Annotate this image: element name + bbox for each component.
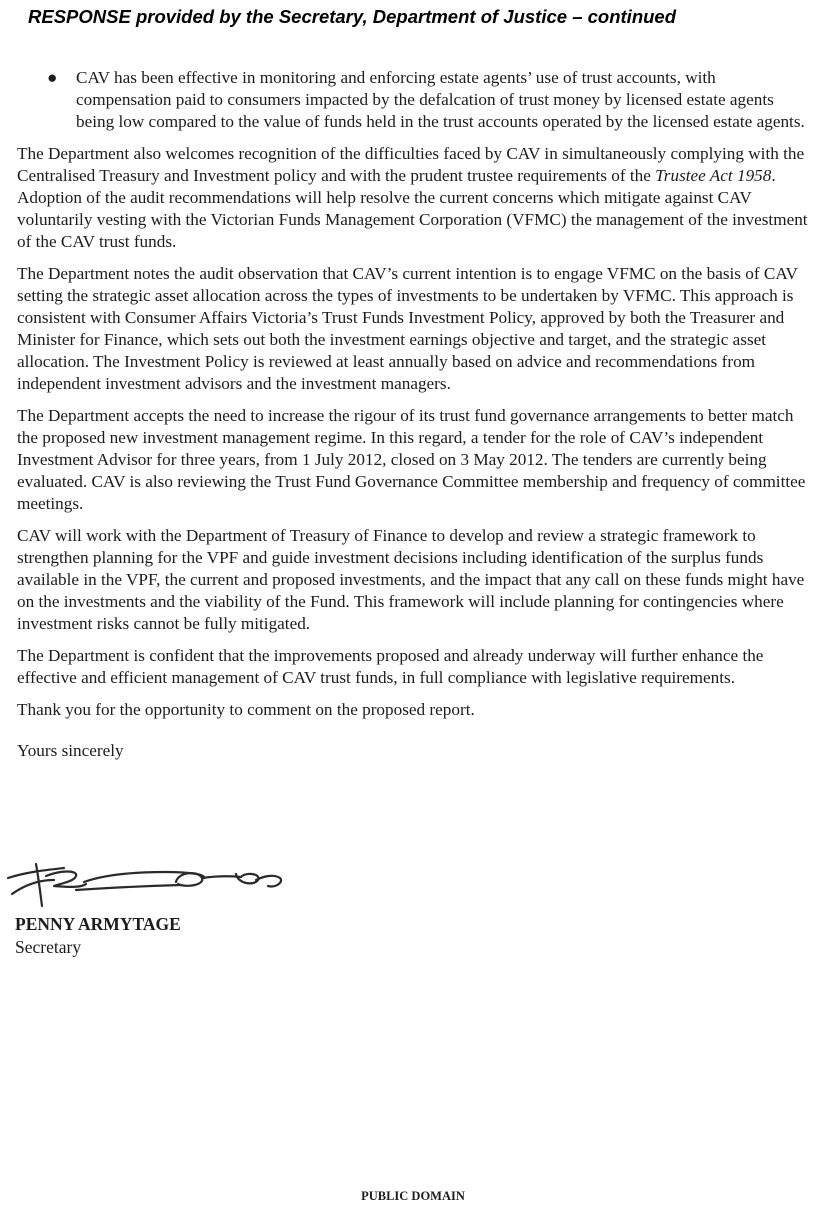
closing-salutation: Yours sincerely [17, 741, 124, 760]
paragraph-text: The Department also welcomes recognition of the difficulties faced by CAV in simultaneously complying with the Centralised Treasury and Investment policy and with the prudent trustee requirements of the [17, 144, 805, 185]
paragraph-confidence: The Department is confident that the improvements proposed and already underway will further enhance the effective and efficient management of CAV trust funds, in full compliance with legislative requirements. [17, 646, 764, 687]
signature-image [6, 860, 286, 910]
signatory-name: PENNY ARMYTAGE [15, 914, 181, 934]
footer-classification: PUBLIC DOMAIN [361, 1189, 465, 1203]
paragraph-text: . Adoption of the audit recommendations will help resolve the current concerns which mitigate against CAV voluntarily vesting with the Victorian Funds Management Corporation (VFMC) the management of the investment of the CAV trust funds. [17, 166, 808, 251]
bullet-text: CAV has been effective in monitoring and enforcing estate agents’ use of trust accounts, with compensation paid to consumers impacted by the defalcation of trust money by licensed estate agents being low compared to the value of funds held in the trust accounts operated by the licensed estate agents. [76, 68, 805, 131]
paragraph-trustee-act [17, 143, 811, 253]
paragraph-framework: CAV will work with the Department of Treasury of Finance to develop and review a strategic framework to strengthen planning for the VPF and guide investment decisions including identification of the surplus funds available in the VPF, the current and proposed investments, and the impact that any call on these funds might have on the investments and the viability of the Fund. This framework will include planning for contingencies where investment risks cannot be fully mitigated. [17, 526, 805, 633]
page-header: RESPONSE provided by the Secretary, Department of Justice – continued [28, 6, 677, 27]
bullet-icon: ● [47, 68, 58, 87]
paragraph-governance: The Department accepts the need to increase the rigour of its trust fund governance arrangements to better match the proposed new investment management regime. In this regard, a tender for the role of CAV’s independent Investment Advisor for three years, from 1 July 2012, closed on 3 May 2012. The tenders are currently being evaluated. CAV is also reviewing the Trust Fund Governance Committee membership and frequency of committee meetings. [17, 406, 806, 513]
signatory-title: Secretary [15, 937, 82, 957]
paragraph-thanks: Thank you for the opportunity to comment on the proposed report. [17, 700, 475, 719]
letter-body [17, 67, 811, 762]
act-title: Trustee Act 1958 [655, 166, 772, 185]
paragraph-vfmc: The Department notes the audit observation that CAV’s current intention is to engage VFMC on the basis of CAV setting the strategic asset allocation across the types of investments to be undertaken by VFMC. This approach is consistent with Consumer Affairs Victoria’s Trust Funds Investment Policy, approved by both the Treasurer and Minister for Finance, which sets out both the investment earnings objective and target, and the strategic asset allocation. The Investment Policy is reviewed at least annually based on advice and recommendations from independent investment advisors and the investment managers. [17, 264, 798, 393]
bullet-item [17, 67, 811, 133]
